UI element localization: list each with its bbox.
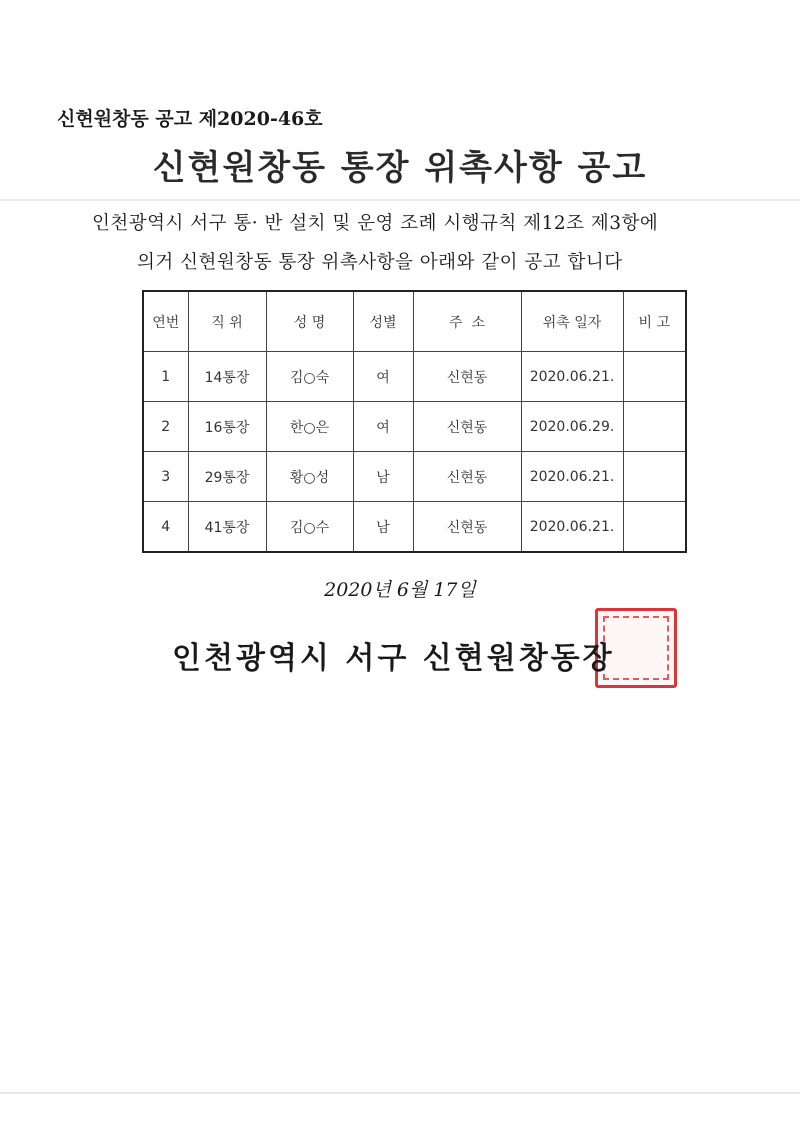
table-row [143,352,686,402]
body-text-line2: 의거 신현원창동 통장 위촉사항을 아래와 같이 공고 합니다 [137,252,623,273]
column-header: 연번 [143,291,188,352]
table-cell: 신현동 [413,352,521,402]
table-cell: 여 [353,352,413,402]
table-cell: 29통장 [188,452,266,502]
table-cell: 2020.06.29. [521,402,623,452]
body-text-line1: 인천광역시 서구 통· 반 설치 및 운영 조례 시행규칙 제12조 제3항에 [92,213,659,234]
table-header-row [143,291,686,352]
column-header: 직 위 [188,291,266,352]
table-cell: 3 [143,452,188,502]
table-row [143,402,686,452]
page-title: 신현원창동 통장 위촉사항 공고 [152,148,648,188]
notice-number: 신현원창동 공고 제2020-46호 [57,108,323,130]
table-cell: 16통장 [188,402,266,452]
table-cell: 남 [353,502,413,553]
table-row [143,502,686,553]
column-header: 주 소 [413,291,521,352]
issuer-name: 인천광역시 서구 신현원창동장 [172,641,615,676]
table-cell: 신현동 [413,402,521,452]
table-cell: 남 [353,452,413,502]
table-cell: 여 [353,402,413,452]
table-cell: 41통장 [188,502,266,553]
notice-date: 2020년 6월 17일 [324,579,476,601]
column-header: 성별 [353,291,413,352]
table-cell [623,352,686,402]
table-cell [623,452,686,502]
table-cell: 2020.06.21. [521,352,623,402]
table-cell: 김○숙 [266,352,353,402]
column-header: 비 고 [623,291,686,352]
table-cell: 2020.06.21. [521,502,623,553]
table-row [143,452,686,502]
table-cell: 4 [143,502,188,553]
table-cell: 신현동 [413,502,521,553]
scan-artifact [0,1092,800,1094]
column-header: 성 명 [266,291,353,352]
table-cell: 한○은 [266,402,353,452]
table-cell: 2 [143,402,188,452]
appointment-table [142,290,687,553]
table-cell: 14통장 [188,352,266,402]
table-cell: 1 [143,352,188,402]
table-cell [623,402,686,452]
table-cell: 김○수 [266,502,353,553]
table-cell [623,502,686,553]
table-cell: 2020.06.21. [521,452,623,502]
scan-artifact [0,199,800,201]
column-header: 위촉 일자 [521,291,623,352]
table-cell: 신현동 [413,452,521,502]
table-cell: 황○성 [266,452,353,502]
